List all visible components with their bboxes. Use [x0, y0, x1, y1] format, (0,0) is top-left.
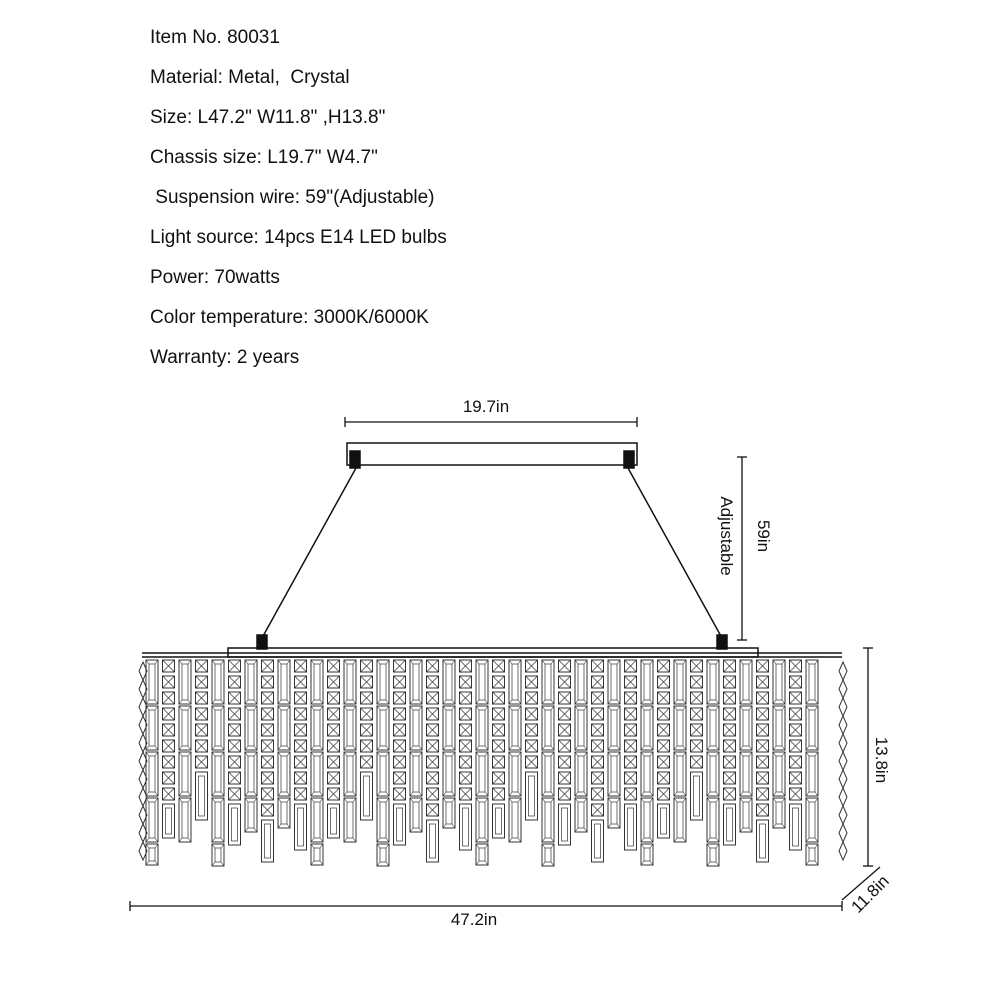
spec-size: Size: L47.2" W11.8" ,H13.8" [150, 107, 386, 128]
crystal-strand [196, 660, 208, 820]
suspension-wire-left [262, 468, 356, 638]
wire-connector-left [257, 635, 267, 649]
crystal-strand [361, 660, 373, 820]
crystal-strand [592, 660, 604, 862]
crystal-strand [179, 660, 191, 842]
spec-suspension-wire: Suspension wire: 59"(Adjustable) [150, 187, 435, 208]
length-label: 47.2in [450, 910, 498, 929]
crystal-strand [163, 660, 175, 838]
spec-chassis-size: Chassis size: L19.7" W4.7" [150, 147, 378, 168]
crystal-strand [773, 660, 785, 828]
crystal-strand [344, 660, 356, 842]
canopy-width-label: 19.7in [462, 397, 510, 416]
crystal-strand [707, 660, 719, 866]
canopy-clamp-right [624, 451, 634, 468]
crystal-strand [790, 660, 802, 850]
crystal-strand [691, 660, 703, 820]
crystal-strand [724, 660, 736, 845]
crystal-strand [443, 660, 455, 828]
crystal-strand [146, 660, 158, 865]
crystal-strand [394, 660, 406, 845]
spec-item-number: Item No. 80031 [150, 27, 280, 48]
crystal-strand [608, 660, 620, 828]
spec-warranty: Warranty: 2 years [150, 347, 300, 368]
wire-adjustable-label: Adjustable [717, 496, 736, 576]
spec-color-temperature: Color temperature: 3000K/6000K [150, 307, 429, 328]
crystal-strand [559, 660, 571, 845]
spec-material: Material: Metal, Crystal [150, 67, 350, 88]
canopy-clamp-left [350, 451, 360, 468]
crystal-strand [311, 660, 323, 865]
crystal-endcap-right [839, 662, 847, 860]
crystal-strand [806, 660, 818, 865]
crystal-strand [460, 660, 472, 850]
wire-connector-right [717, 635, 727, 649]
crystal-strand [476, 660, 488, 865]
crystal-strand [641, 660, 653, 865]
crystal-strand [262, 660, 274, 862]
height-label: 13.8in [872, 736, 891, 784]
crystal-strand [427, 660, 439, 862]
crystal-curtain [139, 660, 847, 866]
crystal-strand [509, 660, 521, 842]
wire-length-label: 59in [754, 519, 773, 553]
ceiling-canopy [347, 443, 637, 465]
crystal-strand [740, 660, 752, 832]
crystal-strand [575, 660, 587, 832]
crystal-strand [674, 660, 686, 842]
crystal-strand [757, 660, 769, 862]
crystal-strand [526, 660, 538, 820]
crystal-strand [542, 660, 554, 866]
crystal-strand [625, 660, 637, 850]
crystal-strand [328, 660, 340, 838]
crystal-strand [278, 660, 290, 828]
crystal-strand [245, 660, 257, 832]
crystal-strand [658, 660, 670, 838]
spec-light-source: Light source: 14pcs E14 LED bulbs [150, 227, 447, 248]
crystal-strand [377, 660, 389, 866]
spec-power: Power: 70watts [150, 267, 280, 288]
crystal-strand [410, 660, 422, 832]
suspension-wire-right [628, 468, 722, 638]
crystal-strand [493, 660, 505, 838]
crystal-strand [295, 660, 307, 850]
crystal-strand [212, 660, 224, 866]
crystal-strand [229, 660, 241, 845]
width-label: 11.8in [847, 871, 893, 917]
